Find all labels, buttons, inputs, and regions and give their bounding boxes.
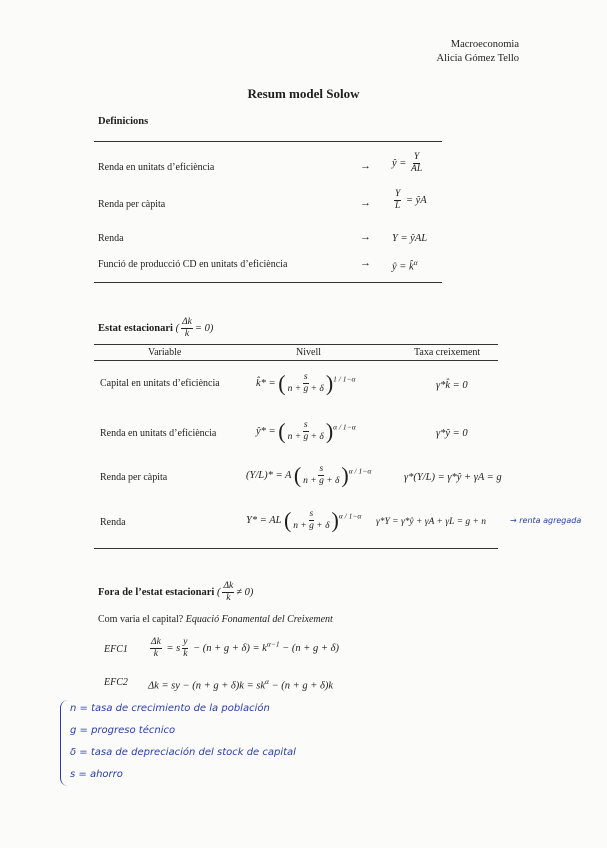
fraction (394, 189, 401, 212)
eq-part: − (n + g + δ)k (271, 680, 334, 692)
heading-condition: ( $\frac{\Delta k}{k}$ ≠ 0) (216, 581, 254, 603)
efc2-equation (148, 677, 333, 692)
def-formula-1: ŷ = $\frac{Y}{AL}$ (392, 152, 423, 174)
frac-num: Y (395, 189, 401, 199)
frac-den: n + g + δ (287, 384, 324, 394)
frac-den: L (395, 201, 401, 211)
var-renda-eficiencia: Renda en unitats d’eficiència (100, 428, 217, 439)
document-header (437, 38, 519, 66)
def-label-4: Funció de producció CD en unitats d’eficiència (98, 259, 288, 270)
def-formula-4 (392, 258, 418, 273)
legend-n: n = tasa de crecimiento de la población (70, 703, 270, 714)
def-arrow-3: → (360, 231, 371, 243)
level-renda-eficiencia: ŷ* = ( $\frac{s}{n + g + \delta}$ )$^{\alpha / 1-\alpha}$ (256, 418, 356, 444)
level-renda: Y* = AL ( $\frac{s}{n + g + \delta}$ )$^{\alpha / 1-\alpha}$ (246, 507, 362, 533)
divider (94, 141, 442, 142)
handwritten-bracket (60, 700, 69, 786)
eq-exp: α−1 (266, 639, 280, 649)
course-name: Macroeconomia (450, 39, 519, 50)
level-capital: k̂* = ( $\frac{s}{n + g + \delta}$ )$^{1 / 1-\alpha}$ (256, 370, 356, 396)
def-arrow-4: → (360, 257, 371, 269)
off-steady-question (98, 614, 333, 625)
frac-den: n + g + δ (303, 476, 340, 486)
growth-renda-capita: γ*(Y/L) = γ*ŷ + γA = g (404, 472, 502, 483)
fraction (288, 372, 324, 395)
fraction (288, 420, 324, 443)
formula-text: ŷ = k̂ (392, 261, 414, 273)
level-lhs: k̂* = (256, 377, 276, 389)
heading-text: Fora de l’estat estacionari (98, 587, 215, 598)
condition-rhs: ≠ 0 (236, 586, 250, 598)
frac-num: Δk (223, 581, 234, 591)
heading-text: Estat estacionari (98, 323, 173, 334)
efc1-equation (148, 637, 339, 660)
frac-den: k (153, 649, 158, 659)
def-label-3: Renda (98, 233, 124, 244)
definitions-heading: Definicions (98, 116, 149, 127)
growth-capital: γ*k̂ = 0 (436, 380, 468, 391)
off-steady-heading (98, 581, 253, 604)
heading-condition: ( $\frac{\Delta k}{k}$ = 0) (175, 317, 214, 339)
frac-num: s (309, 509, 314, 519)
def-label-2: Renda per càpita (98, 199, 166, 210)
legend-s: s = ahorro (70, 769, 123, 780)
frac-den: k (226, 593, 231, 603)
def-formula-2 (392, 189, 427, 212)
fraction (182, 637, 188, 660)
formula-rhs: = ŷA (405, 194, 427, 206)
def-label-1: Renda en unitats d’eficiència (98, 162, 215, 173)
formula-exp: α (413, 258, 418, 267)
col-variable: Variable (148, 347, 182, 358)
var-capital: Capital en unitats d’eficiència (100, 378, 220, 389)
level-exp: α / 1−α (338, 511, 362, 521)
table-bottom-rule (94, 548, 498, 549)
legend-g: g = progreso técnico (70, 725, 176, 736)
eq-exp: α (265, 677, 269, 686)
level-exp: 1 / 1−α (333, 374, 356, 384)
efc2-label: EFC2 (104, 677, 128, 688)
eq-part: − (n + g + δ) = k (193, 642, 267, 654)
frac-num: s (303, 420, 308, 430)
formula-lhs: ŷ (392, 157, 397, 169)
fraction (222, 581, 234, 604)
steady-state-heading (98, 317, 213, 340)
frac-num: Y (413, 152, 420, 162)
var-renda: Renda (100, 517, 126, 528)
frac-den: n + g + δ (293, 521, 330, 531)
author-name: Alicia Gómez Tello (436, 53, 519, 64)
efc1-label: EFC1 (104, 644, 128, 655)
frac-den: n + g + δ (287, 432, 324, 442)
frac-den: k (184, 329, 190, 339)
table-top-rule (94, 344, 498, 345)
fraction (411, 152, 422, 175)
growth-renda-eficiencia: γ*ŷ = 0 (436, 428, 468, 439)
eq-part: − (n + g + δ) (282, 642, 339, 654)
question-emphasis: Equació Fonamental del Creixement (185, 614, 333, 625)
var-renda-capita: Renda per càpita (100, 472, 168, 483)
def-formula-3: Y = ŷAL (392, 233, 428, 244)
col-level: Nivell (296, 347, 321, 358)
frac-num: Δk (151, 637, 161, 647)
legend-delta: δ = tasa de depreciación del stock de capital (70, 747, 296, 758)
table-header-rule (94, 360, 498, 361)
level-lhs: Y* = AL (246, 514, 282, 526)
handwritten-note-renta: → renta agregada (510, 516, 582, 525)
frac-num: s (319, 464, 324, 474)
growth-renda: γ*Y = γ*ŷ + γA + γL = g + n (376, 517, 487, 527)
fraction (181, 317, 193, 340)
fraction (150, 637, 162, 660)
fraction (293, 509, 329, 532)
condition-rhs: = 0 (194, 322, 210, 334)
frac-num: y (183, 637, 188, 647)
eq-part: = s (166, 642, 181, 654)
col-growth: Taxa creixement (414, 347, 481, 358)
frac-num: Δk (182, 317, 192, 327)
fraction (303, 464, 339, 487)
page-title: Resum model Solow (247, 86, 360, 101)
frac-den: AL (411, 164, 423, 174)
level-lhs: ŷ* = (256, 425, 276, 437)
eq-part: Δk = sy − (n + g + δ)k = sk (148, 680, 266, 692)
frac-den: k (183, 649, 188, 659)
def-arrow-2: → (360, 197, 371, 209)
level-lhs: (Y/L)* = A (246, 469, 292, 481)
level-renda-capita: (Y/L)* = A ( $\frac{s}{n + g + \delta}$ )$^{\alpha / 1-\alpha}$ (246, 462, 372, 488)
level-exp: α / 1−α (348, 466, 372, 476)
def-arrow-1: → (360, 160, 371, 172)
question-text: Com varia el capital? (98, 614, 184, 625)
divider (94, 282, 442, 283)
level-exp: α / 1−α (333, 422, 356, 432)
frac-num: s (303, 372, 308, 382)
